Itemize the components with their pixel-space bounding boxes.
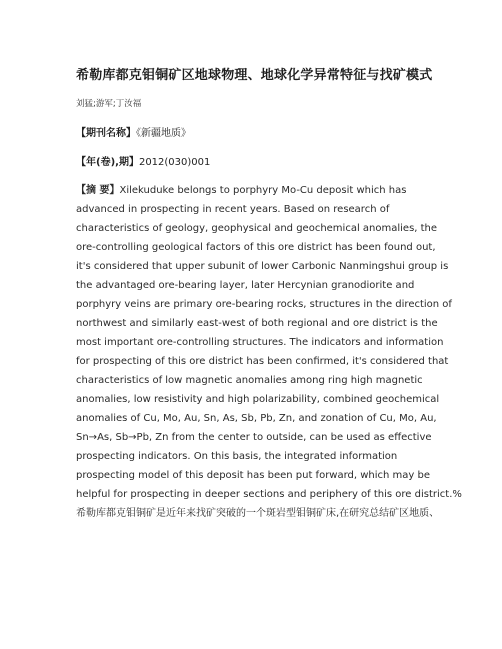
author-list: 刘猛;游军;丁汝福 (76, 99, 142, 109)
year-volume-value: 2012(030)001 (138, 157, 211, 168)
abstract-line: advanced in prospecting in recent years. Based on research of (76, 204, 390, 215)
journal-name: 《新疆地质》 (136, 128, 191, 139)
abstract-line: anomalies, low resistivity and high polarizability, combined geochemical (76, 394, 440, 405)
abstract-line: it's considered that upper subunit of lower Carbonic Nanmingshui group is (76, 261, 449, 272)
abstract-line (76, 181, 436, 200)
abstract-text: Xilekuduke belongs to porphyry Mo-Cu deposit which has (119, 185, 407, 196)
abstract-line: porphyry veins are primary ore-bearing rocks, structures in the direction of (76, 299, 452, 310)
abstract-line: the advantaged ore-bearing layer, later Hercynian granodiorite and (76, 280, 415, 291)
abstract-label: 【摘 要】 (76, 185, 120, 196)
abstract-line: prospecting indicators. On this basis, the integrated information (76, 451, 398, 462)
abstract-line: most important ore-controlling structures. The indicators and information (76, 337, 444, 348)
year-volume-label: 【年(卷),期】 (76, 157, 139, 168)
document-title: 希勒库都克钼铜矿区地球物理、地球化学异常特征与找矿模式 (76, 68, 433, 83)
abstract-line: prospecting model of this deposit has been put forward, which may be (76, 470, 431, 481)
abstract-line: helpful for prospecting in deeper sections and periphery of this ore district.% (76, 489, 462, 500)
abstract-line: characteristics of geology, geophysical and geochemical anomalies, the (76, 223, 438, 234)
abstract-line: 希勒库都克钼铜矿是近年来找矿突破的一个斑岩型钼铜矿床,在研究总结矿区地质、 (76, 508, 440, 519)
year-volume-row (76, 153, 210, 168)
abstract-line: characteristics of low magnetic anomalies among ring high magnetic (76, 375, 423, 386)
abstract-line: northwest and similarly east-west of both regional and ore district is the (76, 318, 438, 329)
abstract-line: for prospecting of this ore district has been confirmed, it's considered that (76, 356, 449, 367)
abstract-line: anomalies of Cu, Mo, Au, Sn, As, Sb, Pb, Zn, and zonation of Cu, Mo, Au, (76, 413, 437, 424)
journal-label: 【期刊名称】 (76, 128, 136, 139)
abstract-block (76, 181, 462, 523)
journal-row (76, 124, 191, 139)
abstract-line: ore-controlling geological factors of this ore district has been found out, (76, 242, 436, 253)
abstract-line: Sn→As, Sb→Pb, Zn from the center to outside, can be used as effective (76, 432, 432, 443)
